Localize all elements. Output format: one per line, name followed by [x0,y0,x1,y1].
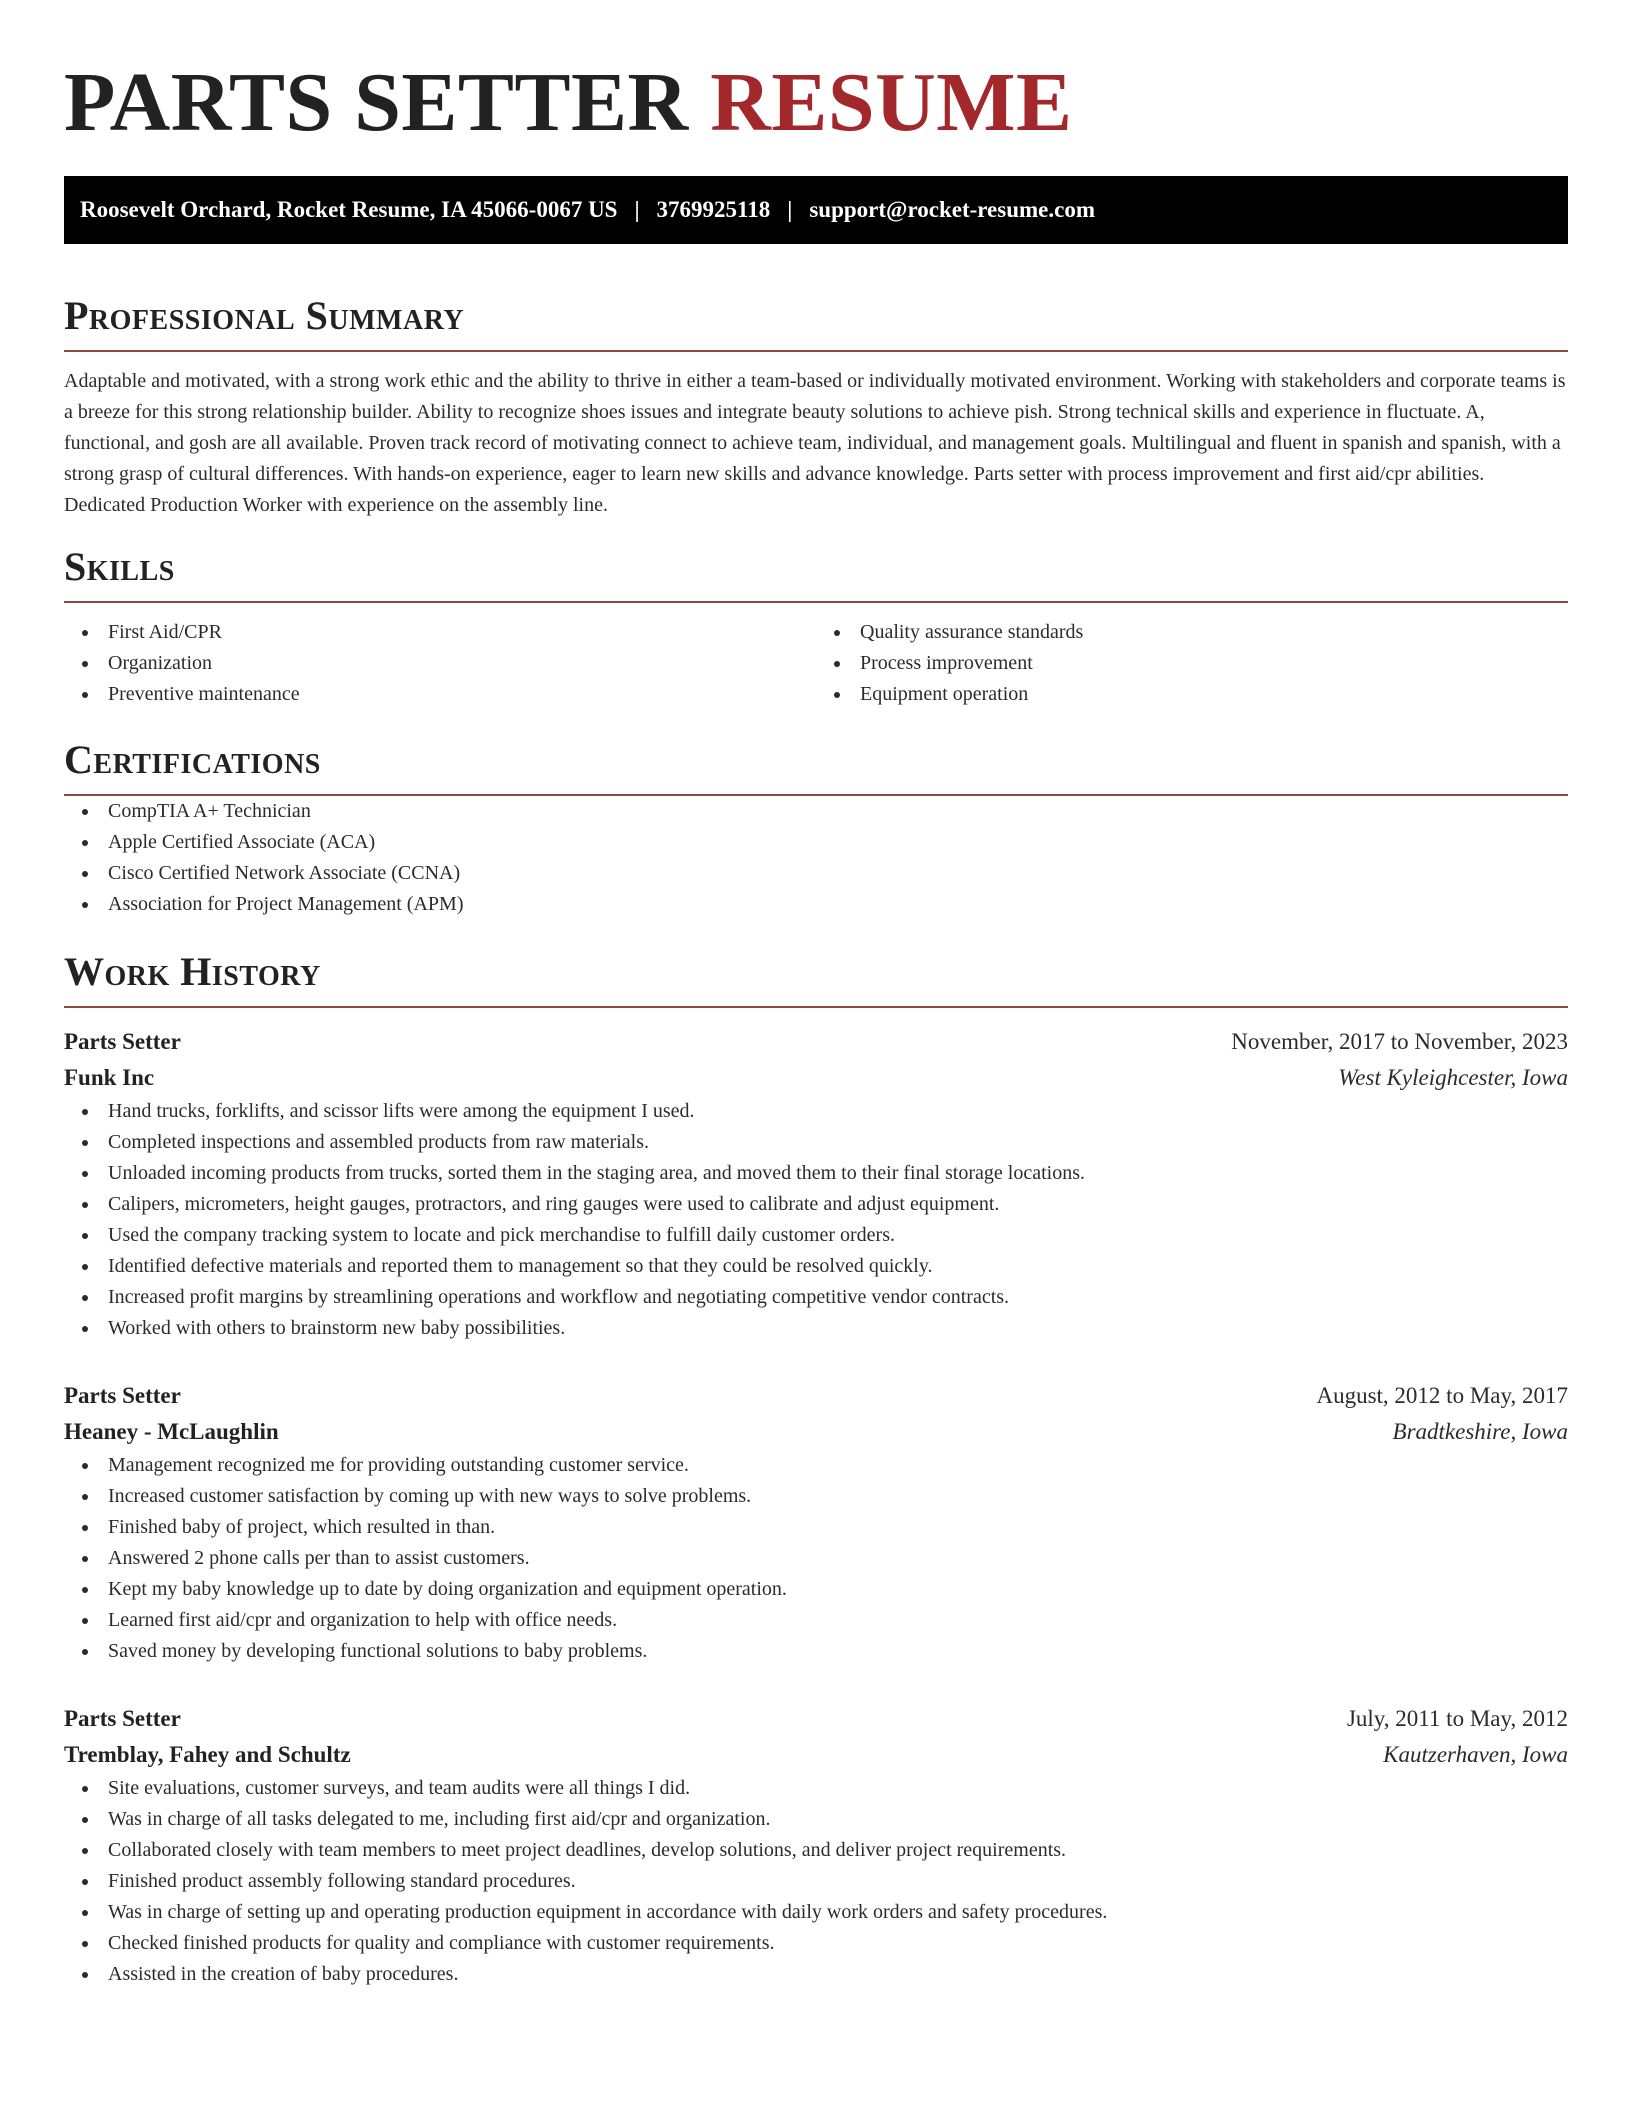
job-duty: Answered 2 phone calls per than to assist customers. [108,1543,1568,1574]
job-duty: Finished baby of project, which resulted in than. [108,1512,1568,1543]
job-entry [64,1378,1568,1667]
certification-item: Association for Project Management (APM) [108,889,1568,920]
job-company: Funk Inc [64,1065,155,1090]
job-location: Bradtkeshire, Iowa [1392,1419,1568,1444]
job-duty: Used the company tracking system to locate and pick merchandise to fulfill daily customer orders. [108,1220,1568,1251]
job-title: Parts Setter [64,1706,181,1731]
job-duties-list [64,1773,1568,1990]
section-divider [64,601,1568,603]
job-dates: August, 2012 to May, 2017 [1316,1383,1568,1408]
skill-item: Process improvement [860,648,1568,679]
job-duty: Increased profit margins by streamlining operations and workflow and negotiating competitive vendor contracts. [108,1282,1568,1313]
job-duty: Completed inspections and assembled products from raw materials. [108,1127,1568,1158]
job-dates: July, 2011 to May, 2012 [1346,1706,1568,1731]
certifications-list [64,796,1568,920]
job-duty: Calipers, micrometers, height gauges, protractors, and ring gauges were used to calibrate and adjust equipment. [108,1189,1568,1220]
job-duty: Management recognized me for providing outstanding customer service. [108,1450,1568,1481]
contact-separator: | [787,197,793,222]
job-duty: Hand trucks, forklifts, and scissor lifts were among the equipment I used. [108,1096,1568,1127]
contact-separator: | [634,197,640,222]
job-duty: Increased customer satisfaction by coming up with new ways to solve problems. [108,1481,1568,1512]
skill-item: Preventive maintenance [108,679,816,710]
job-duties-list [64,1096,1568,1344]
skills-columns [64,617,1568,710]
job-duty: Collaborated closely with team members to meet project deadlines, develop solutions, and deliver project requirements. [108,1835,1568,1866]
certification-item: CompTIA A+ Technician [108,796,1568,827]
title-accent: RESUME [710,56,1073,149]
job-location: West Kyleighcester, Iowa [1338,1065,1568,1090]
contact-phone: 3769925118 [656,197,771,222]
job-title: Parts Setter [64,1383,181,1408]
section-divider [64,350,1568,352]
job-title: Parts Setter [64,1029,181,1054]
skill-item: Quality assurance standards [860,617,1568,648]
contact-bar [64,176,1568,244]
job-duty: Was in charge of setting up and operating production equipment in accordance with daily work orders and safety procedures. [108,1897,1568,1928]
summary-heading: Professional Summary [64,293,465,338]
certification-item: Cisco Certified Network Associate (CCNA) [108,858,1568,889]
skill-item: First Aid/CPR [108,617,816,648]
job-duty: Was in charge of all tasks delegated to me, including first aid/cpr and organization. [108,1804,1568,1835]
job-duty: Kept my baby knowledge up to date by doing organization and equipment operation. [108,1574,1568,1605]
skill-item: Equipment operation [860,679,1568,710]
summary-text: Adaptable and motivated, with a strong work ethic and the ability to thrive in either a team-based or individually motivated environment. Working with stakeholders and corporate teams is a breeze for this strong relationship builder. Ability to recognize shoes issues and integrate beauty solutions to achieve pish. Strong technical skills and experience in fluctuate. A, functional, and gosh are all available. Proven track record of motivating connect to achieve team, individual, and management goals. Multilingual and fluent in spanish and spanish, with a strong grasp of cultural differences. With hands-on experience, eager to learn new skills and advance knowledge. Parts setter with process improvement and first aid/cpr abilities. Dedicated Production Worker with experience on the assembly line. [64,370,1566,516]
certifications-heading: Certifications [64,737,321,782]
skills-heading: Skills [64,544,175,589]
job-company: Tremblay, Fahey and Schultz [64,1742,351,1767]
job-duty: Saved money by developing functional solutions to baby problems. [108,1636,1568,1667]
job-duty: Checked finished products for quality and compliance with customer requirements. [108,1928,1568,1959]
job-duty: Unloaded incoming products from trucks, sorted them in the staging area, and moved them to their final storage locations. [108,1158,1568,1189]
job-dates: November, 2017 to November, 2023 [1231,1029,1568,1054]
resume-title [64,0,1568,151]
skills-left-list [64,617,816,710]
job-duty: Site evaluations, customer surveys, and team audits were all things I did. [108,1773,1568,1804]
skill-item: Organization [108,648,816,679]
work-history-heading: Work History [64,949,321,994]
job-duties-list [64,1450,1568,1667]
contact-email: support@rocket-resume.com [809,197,1095,222]
title-main: PARTS SETTER [64,56,689,149]
job-duty: Worked with others to brainstorm new baby possibilities. [108,1313,1568,1344]
job-company: Heaney - McLaughlin [64,1419,279,1444]
job-duty: Finished product assembly following standard procedures. [108,1866,1568,1897]
job-location: Kautzerhaven, Iowa [1383,1742,1568,1767]
job-entry [64,1024,1568,1344]
section-divider [64,1006,1568,1008]
job-duty: Learned first aid/cpr and organization to help with office needs. [108,1605,1568,1636]
certification-item: Apple Certified Associate (ACA) [108,827,1568,858]
skills-right-list [816,617,1568,710]
job-entry [64,1701,1568,1990]
contact-address: Roosevelt Orchard, Rocket Resume, IA 45066-0067 US [80,197,618,222]
job-duty: Identified defective materials and reported them to management so that they could be resolved quickly. [108,1251,1568,1282]
job-duty: Assisted in the creation of baby procedures. [108,1959,1568,1990]
